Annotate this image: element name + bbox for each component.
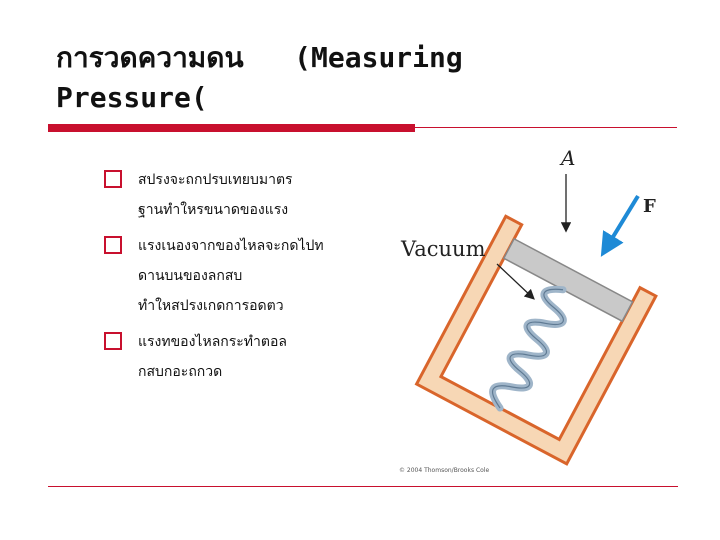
spring <box>487 283 576 415</box>
bullet-list <box>104 165 384 393</box>
bullet-item <box>104 231 384 321</box>
force-arrow <box>605 196 638 250</box>
title-underline-thin <box>415 127 677 128</box>
title-underline-thick <box>48 124 415 132</box>
area-label: A <box>561 146 576 170</box>
bullet-text: แรงเนองจากของไหลจะกดไปท <box>138 238 324 254</box>
checkbox-bullet-icon <box>104 170 122 188</box>
pressure-gauge-figure <box>393 138 680 478</box>
bullet-item <box>104 165 384 225</box>
title-line-1: การวดความดน (Measuring <box>56 41 463 74</box>
footer-divider <box>48 486 678 487</box>
piston <box>504 239 633 321</box>
bullet-text: กสบกอะถกวด <box>138 364 223 380</box>
copyright-text: © 2004 Thomson/Brooks Cole <box>399 467 490 474</box>
vacuum-label: Vacuum <box>401 237 486 261</box>
bullet-text: ทำใหสปรงเกดการอดตว <box>138 298 284 314</box>
bullet-text: ฐานทำใหรขนาดของแรง <box>138 202 289 218</box>
checkbox-bullet-icon <box>104 332 122 350</box>
bullet-text: แรงทของไหลกระทำตอล <box>138 334 287 350</box>
force-label: F <box>643 196 656 217</box>
slide-title <box>56 38 656 118</box>
title-line-2: Pressure( <box>56 81 208 114</box>
pressure-gauge-diagram <box>393 138 680 478</box>
bullet-text: สปรงจะถกปรบเทยบมาตร <box>138 172 293 188</box>
checkbox-bullet-icon <box>104 236 122 254</box>
spring-outline <box>487 283 576 415</box>
bullet-text: ดานบนของลกสบ <box>138 268 243 284</box>
bullet-item <box>104 327 384 387</box>
